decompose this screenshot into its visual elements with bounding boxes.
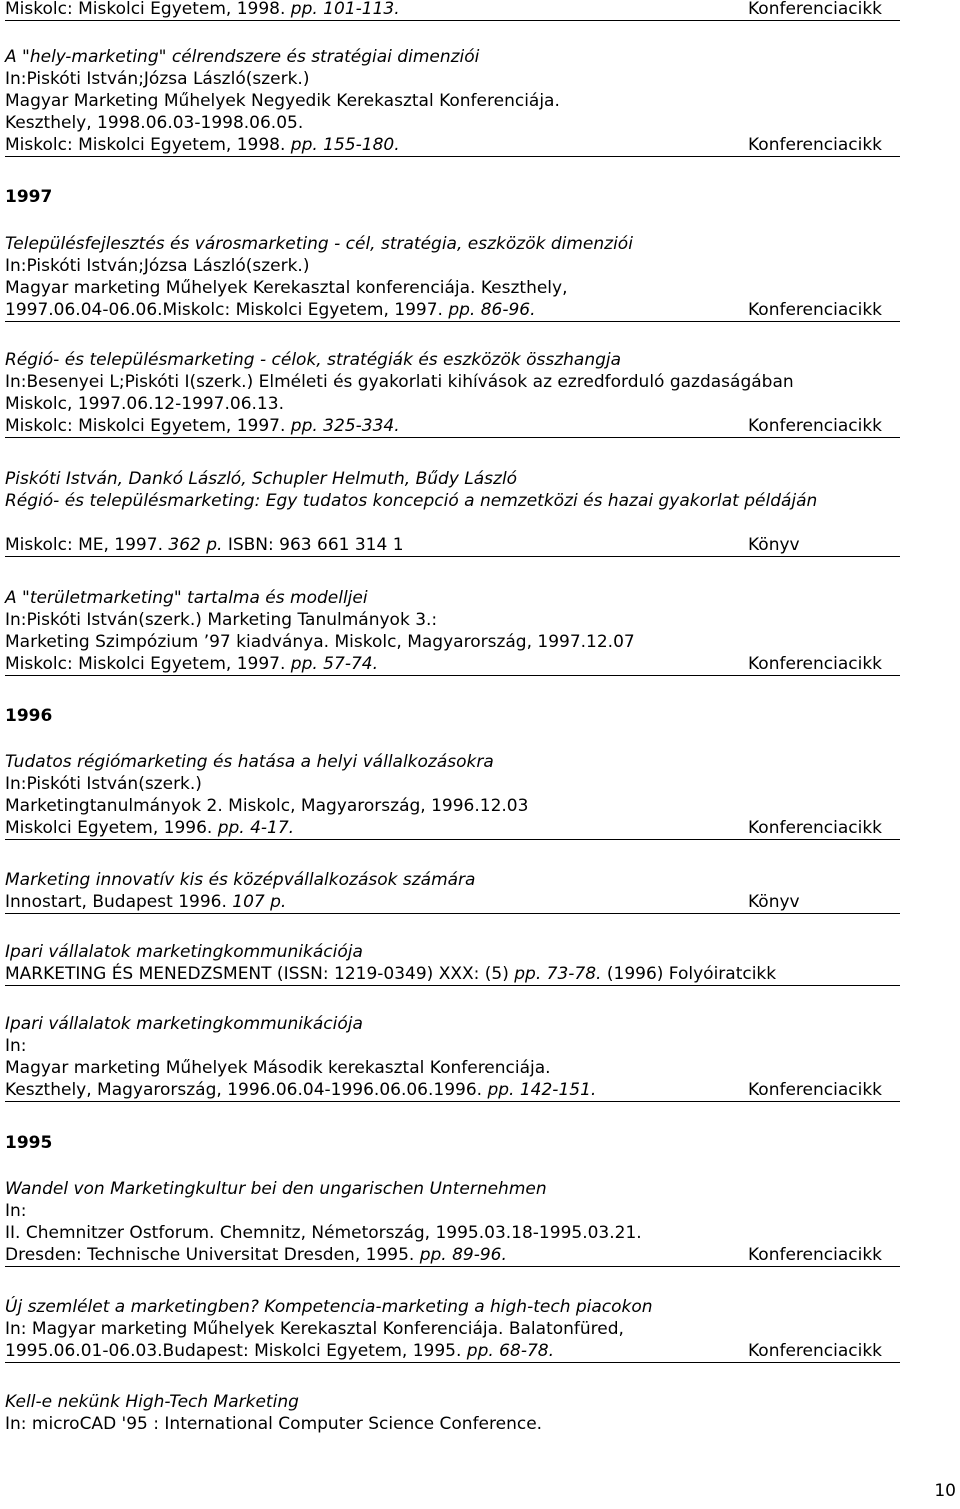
entry-pages: 107 p. — [232, 892, 287, 912]
publication-entry — [5, 46, 900, 157]
entry-title: Kell-e nekünk High-Tech Marketing — [5, 1392, 299, 1412]
publication-entry — [5, 0, 900, 21]
entry-detail: Miskolci Egyetem, 1996. — [5, 818, 218, 838]
entry-detail: Dresden: Technische Universitat Dresden, 1995. — [5, 1245, 420, 1265]
entry-title: A "területmarketing" tartalma és modelljei — [5, 588, 368, 608]
entry-title: Új szemlélet a marketingben? Kompetencia-marketing a high-tech piacokon — [5, 1297, 653, 1317]
entry-detail: II. Chemnitzer Ostforum. Chemnitz, Németország, 1995.03.18-1995.03.21. — [5, 1223, 642, 1243]
page-number: 10 — [934, 1481, 956, 1501]
entry-pages: 362 p. — [168, 535, 223, 555]
entry-detail: In: Magyar marketing Műhelyek Kerekasztal Konferenciája. Balatonfüred, — [5, 1319, 624, 1339]
entry-type: Könyv — [748, 535, 800, 555]
publication-entry — [5, 349, 900, 438]
publication-entry — [5, 751, 900, 840]
publication-entry — [5, 1296, 900, 1363]
entry-type: (1996) Folyóiratcikk — [601, 964, 777, 984]
entry-pages: pp. 73-78. — [514, 964, 602, 984]
entry-detail: Miskolc: Miskolci Egyetem, 1998. — [5, 135, 291, 155]
entry-type: Konferenciacikk — [748, 1245, 883, 1265]
entry-detail: Miskolc: ME, 1997. — [5, 535, 169, 555]
entry-detail: Keszthely, 1998.06.03-1998.06.05. — [5, 113, 304, 133]
entry-pages: pp. 142-151. — [487, 1080, 597, 1100]
entry-detail: In:Piskóti István;Józsa László(szerk.) — [5, 69, 310, 89]
entry-detail: Miskolc: Miskolci Egyetem, 1997. — [5, 654, 291, 674]
publication-entry — [5, 869, 900, 914]
entry-detail: Magyar Marketing Műhelyek Negyedik Kerekasztal Konferenciája. — [5, 91, 560, 111]
publication-entry — [5, 941, 900, 986]
entry-type: Konferenciacikk — [748, 300, 883, 320]
entry-detail: In: — [5, 1036, 27, 1056]
entry-detail: Marketing Szimpózium ’97 kiadványa. Miskolc, Magyarország, 1997.12.07 — [5, 632, 635, 652]
entry-pages: pp. 101-113. — [290, 0, 400, 19]
entry-pages: pp. 68-78. — [466, 1341, 554, 1361]
entry-title: Ipari vállalatok marketingkommunikációja — [5, 1014, 363, 1034]
entry-detail: In: — [5, 1201, 27, 1221]
entry-detail: In:Piskóti István;Józsa László(szerk.) — [5, 256, 310, 276]
entry-detail: Miskolc, 1997.06.12-1997.06.13. — [5, 394, 284, 414]
entry-detail: Magyar marketing Műhelyek Második kerekasztal Konferenciája. — [5, 1058, 551, 1078]
entry-detail: Marketingtanulmányok 2. Miskolc, Magyarország, 1996.12.03 — [5, 796, 529, 816]
entry-detail: In:Besenyei L;Piskóti I(szerk.) Elméleti és gyakorlati kihívások az ezredforduló gazdaságában — [5, 372, 794, 392]
entry-pages: pp. 89-96. — [419, 1245, 507, 1265]
entry-detail: MARKETING ÉS MENEDZSMENT (ISSN: 1219-0349) XXX: (5) — [5, 964, 515, 984]
entry-detail: Miskolc: Miskolci Egyetem, 1998. — [5, 0, 291, 19]
entry-detail: In: microCAD '95 : International Computer Science Conference. — [5, 1414, 543, 1434]
publication-entry — [5, 1013, 900, 1102]
entry-title: Ipari vállalatok marketingkommunikációja — [5, 942, 363, 962]
publication-entry — [5, 587, 900, 676]
entry-detail: 1997.06.04-06.06.Miskolc: Miskolci Egyetem, 1997. — [5, 300, 449, 320]
entry-detail: In:Piskóti István(szerk.) Marketing Tanulmányok 3.: — [5, 610, 438, 630]
entry-pages: pp. 4-17. — [217, 818, 295, 838]
entry-detail: In:Piskóti István(szerk.) — [5, 774, 202, 794]
entry-type: Konferenciacikk — [748, 818, 883, 838]
entry-detail: Innostart, Budapest 1996. — [5, 892, 233, 912]
entry-detail: Magyar marketing Műhelyek Kerekasztal konferenciája. Keszthely, — [5, 278, 568, 298]
publication-entry — [5, 233, 900, 322]
entry-title: A "hely-marketing" célrendszere és stratégiai dimenziói — [5, 47, 480, 67]
entry-isbn: ISBN: 963 661 314 1 — [222, 535, 404, 555]
entry-type: Konferenciacikk — [748, 0, 883, 19]
entry-pages: pp. 86-96. — [448, 300, 536, 320]
entry-title: Régió- és településmarketing: Egy tudatos koncepció a nemzetközi és hazai gyakorlat példáján — [5, 491, 818, 511]
entry-detail: 1995.06.01-06.03.Budapest: Miskolci Egyetem, 1995. — [5, 1341, 467, 1361]
entry-pages: pp. 155-180. — [290, 135, 400, 155]
entry-pages: pp. 57-74. — [290, 654, 378, 674]
entry-type: Konferenciacikk — [748, 1341, 883, 1361]
publication-entry — [5, 468, 900, 557]
entry-title: Wandel von Marketingkultur bei den ungarischen Unternehmen — [5, 1179, 547, 1199]
entry-pages: pp. 325-334. — [290, 416, 400, 436]
year-heading: 1996 — [5, 706, 53, 726]
entry-title: Településfejlesztés és városmarketing - cél, stratégia, eszközök dimenziói — [5, 234, 633, 254]
entry-type: Konferenciacikk — [748, 1080, 883, 1100]
entry-title: Régió- és településmarketing - célok, stratégiák és eszközök összhangja — [5, 350, 622, 370]
entry-title: Tudatos régiómarketing és hatása a helyi vállalkozásokra — [5, 752, 494, 772]
entry-type: Konferenciacikk — [748, 135, 883, 155]
entry-detail: Miskolc: Miskolci Egyetem, 1997. — [5, 416, 291, 436]
publication-entry — [5, 1391, 900, 1435]
year-heading: 1997 — [5, 187, 53, 207]
entry-type: Konferenciacikk — [748, 416, 883, 436]
entry-authors: Piskóti István, Dankó László, Schupler Helmuth, Bűdy László — [5, 469, 518, 489]
entry-type: Konferenciacikk — [748, 654, 883, 674]
entry-title: Marketing innovatív kis és középvállalkozások számára — [5, 870, 476, 890]
year-heading: 1995 — [5, 1133, 53, 1153]
entry-detail: Keszthely, Magyarország, 1996.06.04-1996.06.06.1996. — [5, 1080, 488, 1100]
publication-entry — [5, 1178, 900, 1267]
entry-type: Könyv — [748, 892, 800, 912]
